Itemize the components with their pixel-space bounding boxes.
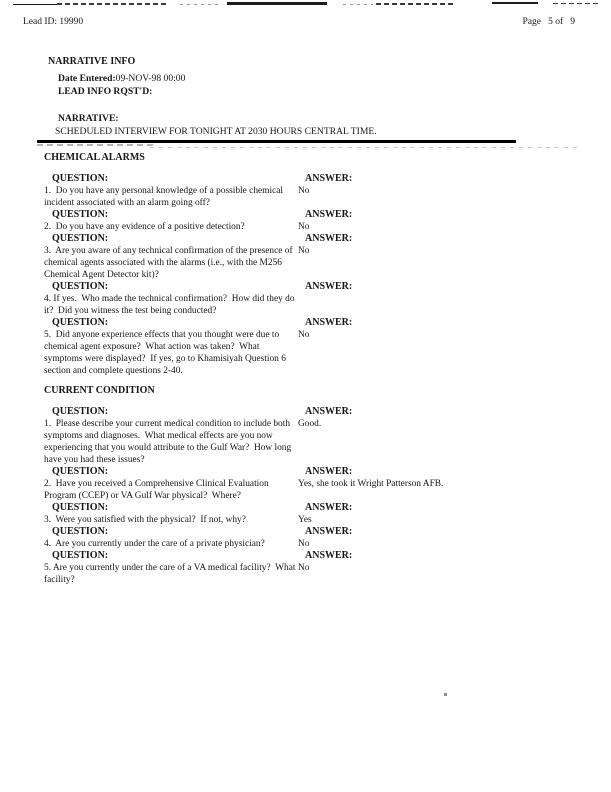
date-entered-value: 09-NOV-98 00:00: [115, 73, 186, 84]
section-divider-line: [37, 140, 516, 143]
question-text: 1. Do you have any personal knowledge of a possible chemical incident associated with an alarm going off?: [44, 186, 286, 208]
answer-text: Good.: [298, 419, 322, 429]
answer-label: ANSWER:: [305, 406, 353, 417]
answer-label: ANSWER:: [305, 317, 353, 328]
page-number-label: Page 5 of 9: [522, 17, 575, 27]
question-label: QUESTION:: [52, 209, 109, 220]
qa-row: [44, 173, 603, 209]
section-title: CURRENT CONDITION: [44, 385, 155, 396]
qa-row: [44, 526, 603, 550]
narrative-label: NARRATIVE:: [58, 113, 119, 124]
qa-row: [44, 502, 603, 526]
answer-text: No: [298, 563, 310, 573]
divider-scan-fuzz: [37, 144, 157, 146]
lead-info-rqstd-line: [58, 85, 591, 98]
qa-row: [44, 406, 603, 466]
scan-line-segment: [180, 4, 222, 5]
question-text: 4. If yes. Who made the technical confirmation? How did they do it? Did you witness the test being conducted?: [44, 294, 297, 316]
question-text: 3. Were you satisfied with the physical? If not, why?: [44, 515, 246, 525]
section-chemical-alarms: [44, 152, 603, 377]
question-text: 1. Please describe your current medical condition to include both symptoms and diagnoses. What medical effects are you now experiencing that you would attribute to the Gulf War? How long have you had these issues?: [44, 419, 294, 465]
scan-line-segment: [492, 2, 538, 4]
question-label: QUESTION:: [52, 502, 109, 513]
answer-text: No: [298, 246, 310, 256]
question-label: QUESTION:: [52, 317, 109, 328]
question-text: 3. Are you aware of any technical confirmation of the presence of chemical agents associated with the alarms (i.e., with the M256 Chemical Agent Detector kit)?: [44, 246, 295, 280]
qa-row: [44, 209, 603, 233]
date-entered-line: [58, 72, 591, 85]
qa-row: [44, 317, 603, 377]
scan-line-segment: [376, 3, 454, 5]
answer-text: No: [298, 222, 310, 232]
narrative-info-title: NARRATIVE INFO: [48, 56, 136, 67]
question-label: QUESTION:: [52, 526, 109, 537]
question-label: QUESTION:: [52, 233, 109, 244]
answer-label: ANSWER:: [305, 173, 353, 184]
answer-label: ANSWER:: [305, 281, 353, 292]
question-text: 2. Have you received a Comprehensive Clinical Evaluation Program (CCEP) or VA Gulf War physical? Where?: [44, 479, 272, 501]
answer-text: Yes: [298, 515, 312, 525]
answer-text: No: [298, 186, 310, 196]
scan-line-segment: [343, 4, 373, 5]
section-current-condition: [44, 385, 603, 586]
question-label: QUESTION:: [52, 173, 109, 184]
page-header: [23, 17, 588, 31]
scan-speck: [444, 693, 447, 696]
scan-line-segment: [57, 3, 167, 5]
question-label: QUESTION:: [52, 550, 109, 561]
qa-content: [44, 152, 603, 586]
qa-row: [44, 550, 603, 586]
answer-text: [298, 293, 603, 305]
question-text: 5. Did anyone experience effects that you thought were due to chemical agent exposure? What action was taken? What symptoms were displayed? If yes, go to Khamisiyah Question 6 section and complete questions 2-40.: [44, 330, 289, 376]
section-title: CHEMICAL ALARMS: [44, 152, 145, 163]
scan-line-segment: [553, 3, 598, 4]
scan-edge-artifact: [0, 0, 611, 8]
question-label: QUESTION:: [52, 406, 109, 417]
question-label: QUESTION:: [52, 466, 109, 477]
answer-label: ANSWER:: [305, 233, 353, 244]
answer-text: No: [298, 330, 310, 340]
lead-info-rqstd-label: LEAD INFO RQST'D:: [58, 86, 153, 97]
answer-label: ANSWER:: [305, 466, 353, 477]
answer-label: ANSWER:: [305, 526, 353, 537]
qa-row: [44, 233, 603, 281]
lead-id-label: Lead ID: 19990: [23, 17, 84, 27]
question-label: QUESTION:: [52, 281, 109, 292]
answer-text: Yes, she took it Wright Patterson AFB.: [298, 479, 444, 489]
divider-scan-fuzz: [150, 147, 580, 148]
answer-label: ANSWER:: [305, 502, 353, 513]
spacer: [48, 98, 591, 112]
question-text: 4. Are you currently under the care of a private physician?: [44, 539, 265, 549]
qa-row: [44, 281, 603, 317]
answer-label: ANSWER:: [305, 550, 353, 561]
narrative-label-line: [58, 112, 591, 125]
narrative-text: SCHEDULED INTERVIEW FOR TONIGHT AT 2030 HOURS CENTRAL TIME.: [55, 126, 377, 137]
answer-label: ANSWER:: [305, 209, 353, 220]
qa-row: [44, 466, 603, 502]
scan-line-segment: [13, 4, 57, 5]
question-text: 2. Do you have any evidence of a positive detection?: [44, 222, 245, 232]
date-entered-label: Date Entered:: [58, 73, 116, 84]
answer-text: No: [298, 539, 310, 549]
question-text: 5. Are you currently under the care of a VA medical facility? What facility?: [44, 563, 298, 585]
scan-line-segment: [227, 2, 327, 5]
narrative-info-section: [48, 55, 591, 138]
